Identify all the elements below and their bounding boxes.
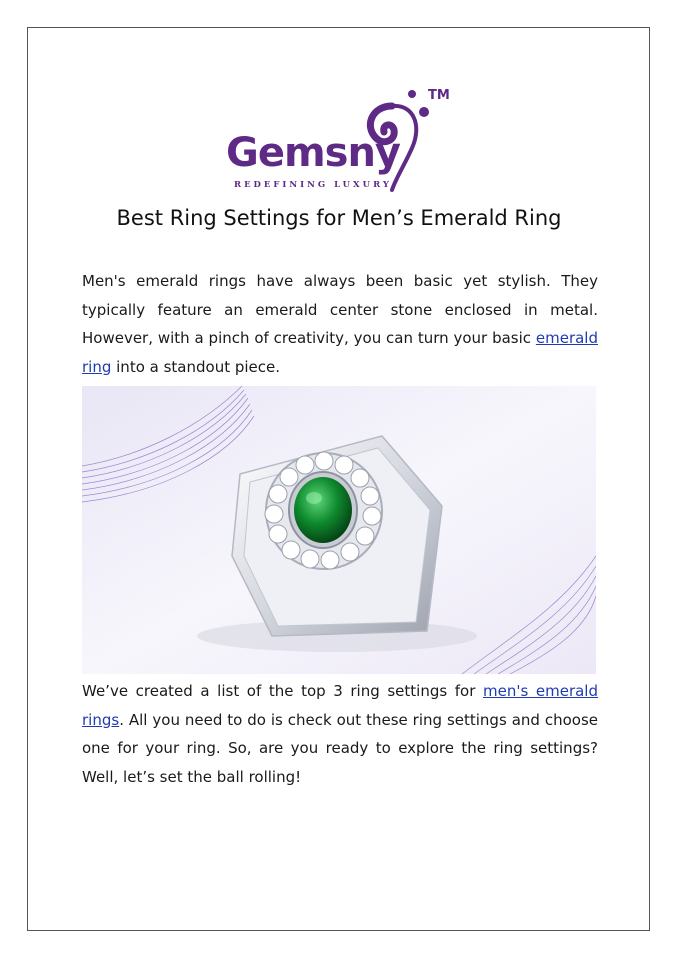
list-text-end: . All you need to do is check out these ring settings and choose one for your ring. So, are you ready to explore the ring settings? Well, let’s set the ball rolling! xyxy=(82,710,598,786)
page-title: Best Ring Settings for Men’s Emerald Ring xyxy=(116,206,562,230)
list-text-start: We’ve created a list of the top 3 ring settings for xyxy=(82,682,483,700)
brand-tagline: REDEFINING LUXURY xyxy=(234,180,392,190)
emerald-ring-link[interactable]: emerald ring xyxy=(82,329,598,376)
brand-name: Gemsny xyxy=(226,130,400,176)
mens-emerald-rings-link[interactable]: men's emerald rings xyxy=(82,682,598,729)
trademark-symbol: TM xyxy=(428,88,450,103)
intro-text-start: Men's emerald rings have always been basic yet stylish. They typically feature an emerald center stone enclosed in metal. However, with a pinch of creativity, you can turn your basic xyxy=(82,272,598,347)
brand-logo xyxy=(222,86,462,196)
intro-text-end: into a standout piece. xyxy=(111,357,281,376)
emerald-ring-image xyxy=(82,386,596,674)
list-intro-paragraph xyxy=(82,677,598,791)
intro-paragraph xyxy=(82,267,598,381)
